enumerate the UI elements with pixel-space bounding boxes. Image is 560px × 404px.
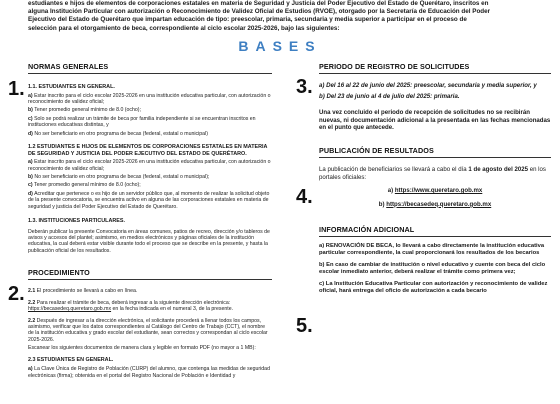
list-item: a) Estar inscrito para el ciclo escolar 2025-2026 en una institución educativa particular, con autorización o reconocimiento de validez oficial; bbox=[28, 92, 271, 105]
section-number: 1. bbox=[8, 78, 25, 100]
list-item: a) Estar inscrito para el ciclo escolar 2025-2026 en una institución educativa particular, con autorización o reconocimiento de validez oficial; bbox=[28, 159, 271, 172]
subsection-title: 1.1. ESTUDIANTES EN GENERAL. bbox=[28, 84, 115, 90]
list-item: a) La Clave Única de Registro de Población (CURP) del alumno, que contenga las medidas de seguridad electrónicas (firma); obtenida en el portal del Registro Nacional de Población e Identidad y bbox=[28, 366, 270, 379]
registration-note: Una vez concluido el periodo de recepción de solicitudes no se recibirán nuevas, ni documentación adicional a la presentada en las fechas mencionadas en el punto que antecede. bbox=[319, 109, 551, 132]
section-title: PERIODO DE REGISTRO DE SOLICITUDES bbox=[319, 62, 470, 71]
becasedeq-link[interactable]: https://becasedeq.queretaro.gob.mx bbox=[386, 200, 492, 208]
portal-link-item[interactable]: a) https://www.queretaro.gob.mx bbox=[387, 187, 483, 195]
list-item: c) Solo se podrá realizar un trámite de beca por familia independiente si se encuentran inscritos en instituciones educativas distintas, y bbox=[28, 115, 256, 129]
section-number: 2. bbox=[8, 283, 25, 305]
subsection-title: 1.2 ESTUDIANTES E HIJOS DE ELEMENTOS DE CORPORACIONES ESTATALES EN MATERIA DE SEGURIDAD Y JUSTICIA DEL PODER EJECUTIVO DEL ESTADO DE QUERÉTARO. bbox=[28, 144, 268, 157]
intro-line: estudiantes e hijos de elementos de corporaciones estatales en materia de Seguridad y Justicia del Poder Ejecutivo del Estado de Querétaro, inscritos en bbox=[28, 0, 489, 7]
list-item: c) La Institución Educativa Particular con autorización y reconocimiento de validez oficial, hará entrega del oficio de autorización a cada becario bbox=[319, 281, 548, 295]
section-title: INFORMACIÓN ADICIONAL bbox=[319, 225, 415, 235]
divider bbox=[319, 157, 551, 158]
left-column bbox=[28, 62, 272, 379]
becas-link[interactable]: https://becasedeq.queretaro.gob.mx bbox=[28, 306, 112, 313]
list-item: a) Del 16 al 22 de junio del 2025: preescolar, secundaria y media superior, y bbox=[319, 82, 537, 89]
section-title: PUBLICACIÓN DE RESULTADOS bbox=[319, 145, 434, 155]
intro-text bbox=[28, 0, 548, 33]
list-item: a) RENOVACIÓN DE BECA, lo llevará a cabo directamente la institución educativa particular correspondiente, la cual proporcionará los resultados de los becarios bbox=[319, 243, 545, 257]
paragraph: 2.2 Después de ingresar a la dirección electrónica, el solicitante procederá a llenar todos los campos, asimismo, verificar que los datos correspondientes al Catálogo del Centro de Trabajo (CCT), el nombre de la institución educativa y grado escolar del estudiante, sean correctos y correspondan al ciclo escolar 2025-2026. bbox=[28, 317, 268, 343]
subsection-title: 1.3. INSTITUCIONES PARTICULARES. bbox=[28, 218, 125, 225]
right-column bbox=[319, 62, 551, 295]
list-item: b) No ser beneficiario en otro programa de becas (federal, estatal o municipal); bbox=[28, 174, 210, 181]
list-item: d) Acreditar que pertenece o es hijo de un servidor público que, al momento de realizar la solicitud objeto de la presente convocatoria, se encuentra activo en alguna de las corporaciones estatales en materia de seguridad y justicia del Poder Ejecutivo del Estado de Querétaro. bbox=[28, 190, 270, 210]
portal-link-item[interactable]: b) https://becasedeq.queretaro.gob.mx bbox=[378, 200, 492, 208]
section-title: NORMAS GENERALES bbox=[28, 62, 109, 71]
section-number: 4. bbox=[296, 186, 313, 208]
section-number: 3. bbox=[296, 76, 313, 98]
bases-title: BASES bbox=[238, 38, 322, 54]
divider bbox=[28, 279, 272, 280]
intro-line: Ejecutivo del Estado de Querétaro que impartan educación de tipo: preescolar, primaria, secundaria y media superior a participar en el proceso de bbox=[28, 16, 467, 24]
queretaro-link[interactable]: https://www.queretaro.gob.mx bbox=[394, 187, 483, 195]
list-item: b) En caso de cambiar de institución o nivel educativo y cuente con beca del ciclo escolar inmediato anterior, deberá realizar el trámite como primera vez; bbox=[319, 262, 546, 276]
intro-line: selección para el otorgamiento de beca, correspondiente al ciclo escolar 2025-2026, bajo las siguientes: bbox=[28, 24, 340, 32]
paragraph: 2.1 El procedimiento se llevará a cabo en línea. bbox=[28, 288, 138, 295]
list-item: c) Tener promedio general mínimo de 8.0 (ocho); bbox=[28, 182, 141, 189]
divider bbox=[319, 236, 551, 237]
paragraph: Escanear los siguientes documentos de manera clara y legible en formato PDF (no mayor a 1 MB): bbox=[28, 345, 256, 352]
list-item: b) Del 23 de junio al 4 de julio del 2025: primaria. bbox=[319, 92, 460, 100]
divider bbox=[28, 73, 272, 74]
list-item: b) Tener promedio general mínimo de 8.0 (ocho); bbox=[28, 107, 141, 114]
section-number: 5. bbox=[296, 315, 313, 337]
paragraph: Deberán publicar la presente Convocatoria en áreas comunes, patios de recreo, dirección y/o tableros de avisos y accesos del plantel; asimismo, en medios electrónicos y páginas oficiales de la institución educativa, la cual deberá estar visible durante todo el proceso que se describe en la presente, y hasta la publicación oficial de los resultados. bbox=[28, 228, 270, 254]
divider bbox=[319, 73, 551, 74]
intro-line: alguna Institución Particular con autorización o Reconocimiento de Validez Oficial de Estudios (RVOE), otorgado por la Secretaría de Educación del Poder bbox=[28, 8, 491, 16]
section-title: PROCEDIMIENTO bbox=[28, 268, 90, 278]
list-item: d) No ser beneficiario en otro programa de becas (federal, estatal o municipal) bbox=[28, 130, 208, 137]
paragraph: 2.2 Para realizar el trámite de beca, deberá ingresar a la siguiente dirección electrónica: https://becasedeq.queretaro.gob.mx en la fecha indicada en el numeral 3, de la presente. bbox=[28, 299, 234, 313]
results-paragraph: La publicación de beneficiarios se llevará a cabo el día 1 de agosto del 2025 en los portales oficiales: bbox=[319, 165, 546, 181]
subsection-title: 2.3 ESTUDIANTES EN GENERAL. bbox=[28, 356, 114, 363]
